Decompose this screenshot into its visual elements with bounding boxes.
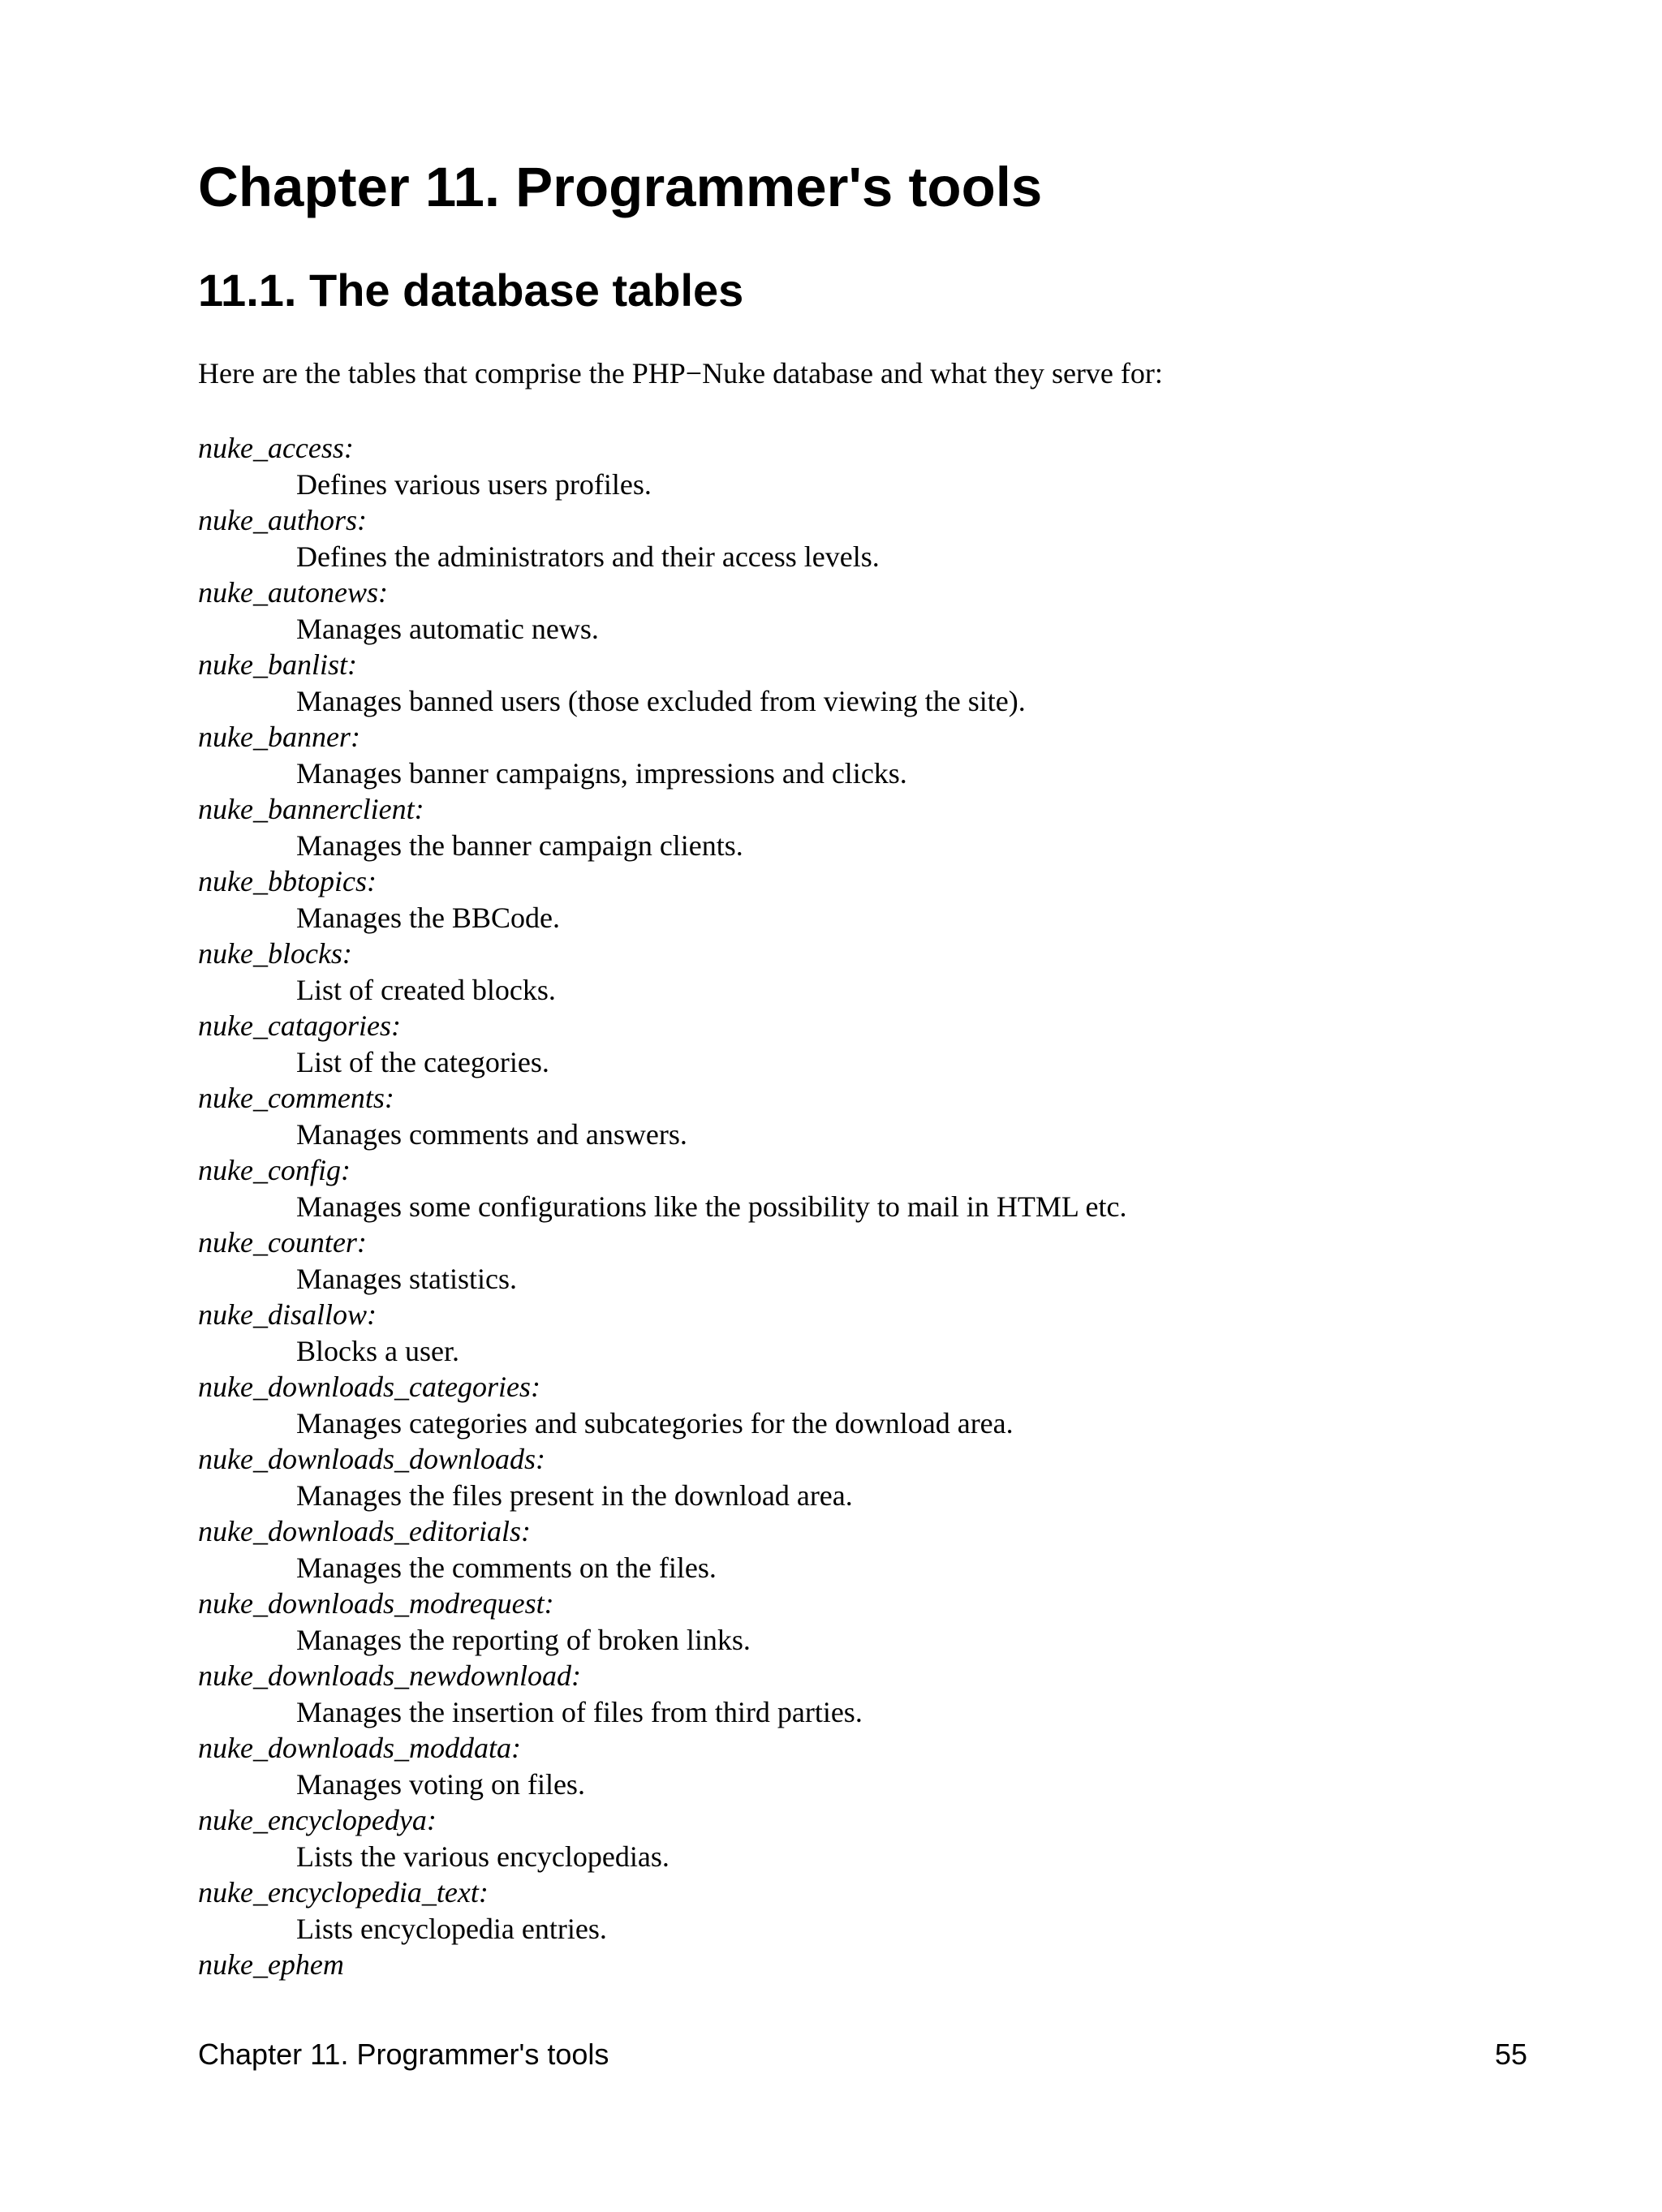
table-description: List of the categories.: [296, 1045, 549, 1078]
table-description: Manages voting on files.: [296, 1767, 585, 1801]
table-description: Lists encyclopedia entries.: [296, 1912, 607, 1945]
table-description: Manages the files present in the download area.: [296, 1478, 853, 1512]
table-description: Manages the banner campaign clients.: [296, 828, 743, 862]
table-description: Manages the comments on the files.: [296, 1551, 717, 1584]
section-title: 11.1. The database tables: [198, 265, 744, 316]
chapter-title: Chapter 11. Programmer's tools: [198, 156, 1043, 218]
table-name: nuke_downloads_downloads:: [198, 1443, 545, 1475]
table-name: nuke_encyclopedia_text:: [198, 1876, 489, 1909]
table-description: Manages the reporting of broken links.: [296, 1623, 751, 1656]
table-description: Defines various users profiles.: [296, 467, 652, 501]
intro-paragraph: Here are the tables that comprise the PHP−Nuke database and what they serve for:: [198, 357, 1163, 389]
table-description: Manages automatic news.: [296, 612, 599, 645]
table-name: nuke_blocks:: [198, 937, 352, 970]
table-name: nuke_authors:: [198, 504, 367, 536]
table-name: nuke_catagories:: [198, 1009, 401, 1042]
table-name: nuke_comments:: [198, 1082, 394, 1114]
table-description: Manages the BBCode.: [296, 901, 560, 934]
table-description: Manages banned users (those excluded from viewing the site).: [296, 684, 1026, 717]
table-name: nuke_encyclopedya:: [198, 1804, 437, 1836]
table-description: Blocks a user.: [296, 1334, 459, 1367]
table-name: nuke_banner:: [198, 721, 360, 753]
table-description: Manages categories and subcategories for the download area.: [296, 1406, 1014, 1440]
table-name: nuke_config:: [198, 1154, 351, 1186]
table-name: nuke_bannerclient:: [198, 793, 424, 825]
table-name: nuke_downloads_moddata:: [198, 1732, 521, 1764]
database-table-list: [198, 430, 1127, 1983]
table-description: Manages statistics.: [296, 1262, 517, 1295]
table-name: nuke_bbtopics:: [198, 865, 377, 897]
table-name: nuke_ephem: [198, 1948, 344, 1981]
table-name: nuke_downloads_categories:: [198, 1371, 540, 1403]
table-description: Manages the insertion of files from third parties.: [296, 1695, 863, 1728]
table-description: Defines the administrators and their access levels.: [296, 540, 880, 573]
table-name: nuke_banlist:: [198, 648, 357, 681]
table-name: nuke_downloads_newdownload:: [198, 1659, 581, 1692]
table-name: nuke_downloads_modrequest:: [198, 1587, 554, 1620]
table-description: Manages some configurations like the possibility to mail in HTML etc.: [296, 1190, 1127, 1223]
table-name: nuke_disallow:: [198, 1298, 377, 1331]
table-description: Manages banner campaigns, impressions and clicks.: [296, 756, 907, 790]
footer-chapter-title: Chapter 11. Programmer's tools: [198, 2038, 609, 2071]
table-name: nuke_counter:: [198, 1226, 367, 1259]
table-name: nuke_downloads_editorials:: [198, 1515, 531, 1547]
table-name: nuke_autonews:: [198, 576, 388, 609]
table-description: Lists the various encyclopedias.: [296, 1840, 670, 1873]
table-description: Manages comments and answers.: [296, 1117, 687, 1151]
table-description: List of created blocks.: [296, 973, 556, 1006]
table-name: nuke_access:: [198, 432, 354, 464]
footer-page-number: 55: [1494, 2038, 1527, 2071]
